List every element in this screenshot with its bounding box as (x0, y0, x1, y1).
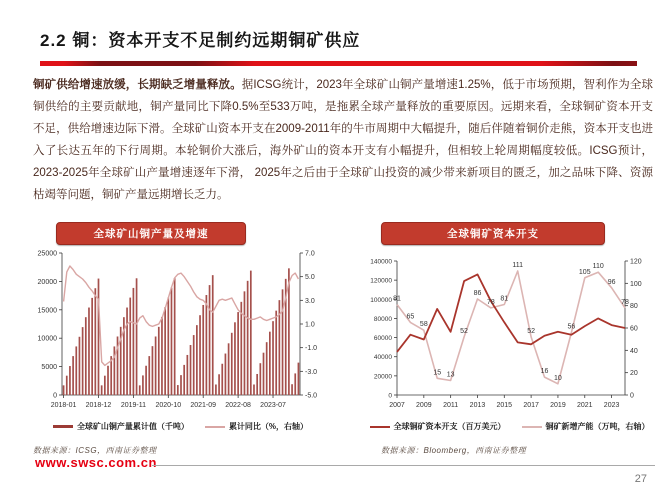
svg-text:60: 60 (630, 325, 638, 333)
charts-row (28, 222, 662, 456)
body-lead-sentence: 铜矿供给增速放缓，长期缺乏增量释放。 (33, 79, 242, 91)
bar-swatch-icon (53, 425, 73, 428)
svg-text:2021-09: 2021-09 (190, 402, 217, 409)
svg-text:120: 120 (630, 258, 642, 266)
svg-text:2009: 2009 (416, 402, 432, 409)
legend-label-capex: 全球铜矿资本开支（百万美元） (393, 422, 506, 431)
svg-text:81: 81 (393, 295, 401, 303)
legend-label-capacity: 铜矿新增产能（万吨，右轴） (545, 422, 650, 431)
legend-label-yoy: 累计同比（%，右轴） (228, 422, 309, 431)
svg-text:25000: 25000 (37, 250, 57, 258)
left-chart-legend (28, 421, 333, 432)
svg-text:60000: 60000 (373, 335, 392, 343)
svg-text:20: 20 (630, 370, 638, 378)
svg-text:80000: 80000 (373, 315, 392, 323)
capex-swatch-icon (370, 426, 390, 428)
svg-text:2015: 2015 (496, 402, 513, 409)
svg-text:5.0: 5.0 (305, 274, 315, 282)
title-underline (40, 61, 637, 66)
right-chart-title: 全球铜矿资本开支 (381, 222, 605, 245)
svg-text:7.0: 7.0 (305, 250, 315, 258)
page-number: 27 (634, 473, 647, 485)
svg-text:56: 56 (567, 323, 576, 331)
capacity-swatch-icon (522, 426, 542, 428)
legend-item-capacity (522, 421, 650, 432)
svg-text:105: 105 (578, 268, 591, 276)
svg-text:10: 10 (554, 374, 562, 382)
right-chart-legend (357, 421, 662, 432)
svg-text:-5.0: -5.0 (305, 392, 318, 400)
svg-text:65: 65 (406, 313, 415, 321)
svg-text:100000: 100000 (370, 296, 392, 304)
svg-text:110: 110 (592, 263, 604, 271)
svg-text:0: 0 (630, 392, 634, 400)
svg-text:20000: 20000 (373, 373, 392, 381)
svg-text:120000: 120000 (370, 277, 392, 285)
svg-text:78: 78 (621, 298, 629, 306)
copper-capex-chart (357, 247, 657, 421)
right-chart-source: 数据来源：Bloomberg，西南证券整理 (381, 446, 527, 455)
svg-text:86: 86 (473, 289, 482, 297)
svg-text:2018-01: 2018-01 (50, 402, 77, 409)
left-chart-title: 全球矿山铜产量及增速 (56, 222, 246, 245)
mine-copper-output-chart (28, 247, 328, 421)
svg-text:0: 0 (53, 392, 57, 400)
svg-text:40: 40 (630, 347, 638, 355)
svg-text:58: 58 (419, 321, 428, 329)
svg-text:0: 0 (388, 392, 392, 400)
svg-text:2013: 2013 (469, 402, 486, 409)
svg-text:2021: 2021 (576, 402, 593, 409)
svg-text:80: 80 (630, 303, 638, 311)
body-main-text: 据ICSG统计，2023年全球矿山铜产量增速1.25%，低于市场预期，智利作为全球铜供给的主要贡献地，铜产量同比下降0.5%至533万吨，是拖累全球产量释放的重要原因。远期来看，全球铜矿资本开支不足，供给增速边际下滑。全球矿山资本开支在2009-2011年的牛市周期中大幅提升，随后伴随着铜价走熊，资本开支也进入了长达五年的下行周期。本轮铜价大涨后，海外矿山的资本开支有小幅提升，但相较上轮周期幅度较低。ICSG预计，2023-2025年全球矿山产量增速逐年下滑， 2025年之后由于全球矿山投资的减少带来新项目的匮乏，加之品味下降、资源枯竭等问题，铜矿产量远期增长乏力。 (33, 79, 653, 201)
svg-text:2011: 2011 (443, 402, 459, 409)
svg-text:5000: 5000 (41, 364, 57, 372)
svg-text:2018-12: 2018-12 (85, 402, 112, 409)
left-chart-column (28, 222, 333, 456)
svg-text:16: 16 (540, 368, 549, 376)
svg-text:-1.0: -1.0 (305, 345, 318, 353)
legend-label-output: 全球矿山铜产量累计值（千吨） (76, 422, 189, 431)
svg-text:10000: 10000 (37, 335, 57, 343)
svg-text:20000: 20000 (37, 278, 57, 286)
svg-text:78: 78 (486, 298, 495, 306)
svg-text:2007: 2007 (389, 402, 405, 409)
svg-text:40000: 40000 (373, 354, 392, 362)
svg-text:15000: 15000 (37, 307, 57, 315)
svg-text:111: 111 (512, 262, 524, 270)
svg-text:2022-08: 2022-08 (225, 402, 251, 409)
legend-item-yoy (205, 421, 308, 432)
svg-text:2017: 2017 (523, 402, 539, 409)
legend-item-output (53, 421, 189, 432)
svg-text:2019-11: 2019-11 (120, 402, 146, 409)
svg-text:2023: 2023 (603, 402, 620, 409)
svg-text:52: 52 (460, 327, 468, 335)
right-chart-column (357, 222, 662, 456)
svg-text:1.0: 1.0 (305, 321, 315, 329)
svg-text:96: 96 (607, 278, 616, 286)
svg-text:2020-10: 2020-10 (155, 402, 182, 409)
svg-text:15: 15 (433, 369, 442, 377)
svg-text:140000: 140000 (370, 258, 392, 266)
svg-text:13: 13 (446, 371, 455, 379)
legend-item-capex (370, 421, 506, 432)
svg-text:2023-07: 2023-07 (260, 402, 286, 409)
svg-text:2019: 2019 (550, 402, 566, 409)
left-chart-source: 数据来源：ICSG，西南证券整理 (33, 446, 157, 455)
company-website-link[interactable]: www.swsc.com.cn (35, 455, 157, 470)
svg-text:81: 81 (500, 295, 509, 303)
svg-text:-3.0: -3.0 (305, 368, 318, 376)
page-title: 2.2 铜：资本开支不足制约远期铜矿供应 (40, 31, 361, 50)
line-swatch-icon (205, 426, 225, 428)
footer-divider (152, 465, 655, 466)
svg-text:100: 100 (630, 280, 642, 288)
body-paragraph (33, 74, 653, 206)
svg-text:3.0: 3.0 (305, 297, 315, 305)
svg-text:52: 52 (527, 327, 536, 335)
